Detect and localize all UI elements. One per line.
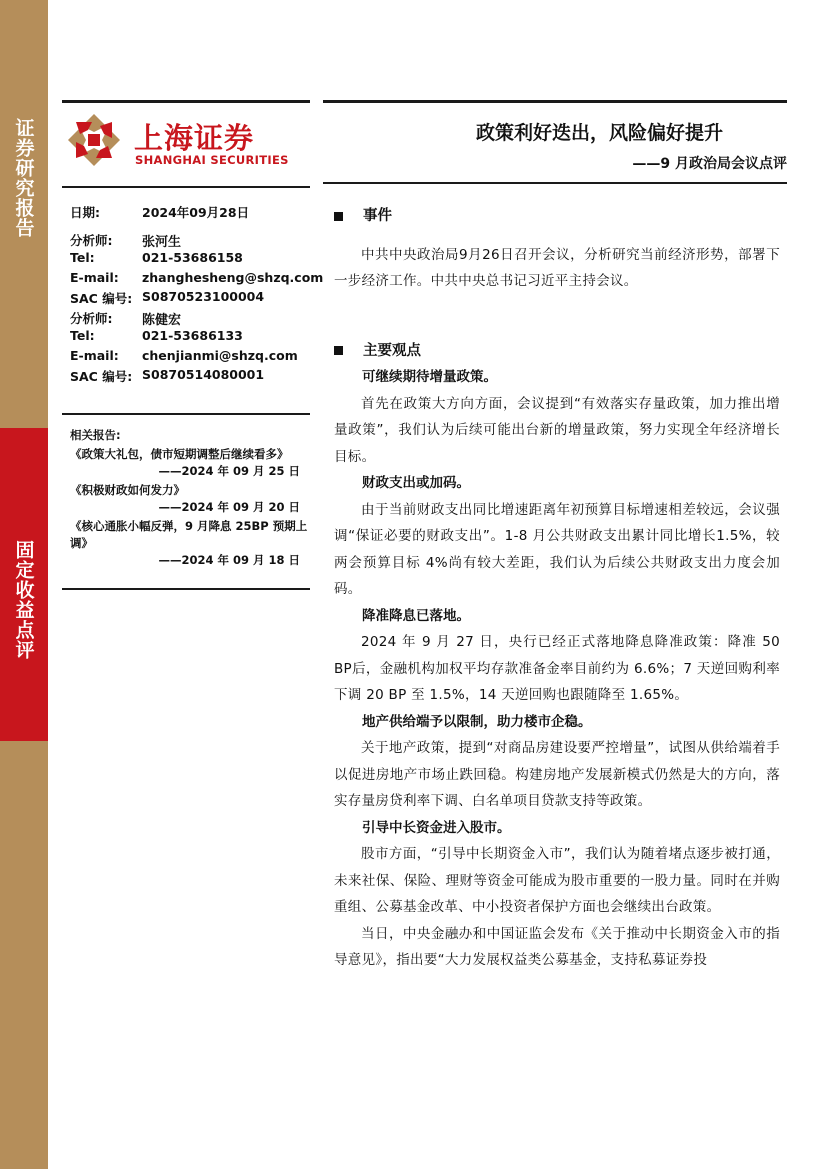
sac-value: S0870523100004 — [142, 289, 265, 304]
related-reports — [70, 427, 320, 571]
sub-heading: 引导中长资金进入股市。 — [362, 819, 511, 836]
sac-label: SAC 编号: — [70, 291, 133, 306]
report-body — [334, 203, 780, 974]
tel-value: 021-53686158 — [142, 250, 243, 265]
related-report-date: ——2024 年 09 月 20 日 — [158, 500, 300, 514]
sub-heading: 财政支出或加码。 — [362, 475, 470, 491]
header-top-rule-left — [62, 100, 310, 103]
report-category-label: 固定收益点评 — [12, 540, 35, 660]
sac-label: SAC 编号: — [70, 369, 133, 384]
section-title: 事件 — [363, 208, 392, 224]
tel-label: Tel: — [70, 328, 95, 343]
related-reports-title: 相关报告: — [70, 428, 121, 442]
sac-row — [70, 289, 318, 309]
shanghai-securities-logo-icon — [66, 112, 122, 168]
body-paragraph: 股市方面，“引导中长期资金入市”，我们认为随着堵点逐步被打通，未来社保、保险、理财等资金可能成为股市重要的一股力量。同时在并购重组、公募基金改革、中小投资者保护方面也会继续出台政策。 — [334, 846, 780, 915]
email-label: E-mail: — [70, 269, 119, 285]
sub-heading: 降准降息已落地。 — [362, 607, 470, 624]
header-bottom-rule-left — [62, 186, 310, 188]
section-heading-event — [334, 203, 780, 230]
body-paragraph: 当日，中央金融办和中国证监会发布《关于推动中长期资金入市的指导意见》，指出要“大力发展权益类公募基金，支持私募证券投 — [334, 925, 780, 968]
analyst-row — [70, 309, 318, 329]
body-paragraph: 关于地产政策，提到“对商品房建设要严控增量”，试图从供给端着手以促进房地产市场止跌回稳。构建房地产发展新模式仍然是大的方向，落实存量房贷利率下调、白名单项目贷款支持等政策。 — [334, 740, 780, 809]
email-row — [70, 348, 318, 368]
report-title: 政策利好迭出，风险偏好提升 — [475, 122, 723, 144]
header-bottom-rule-right — [323, 182, 787, 184]
body-paragraph: 首先在政策大方向方面，会议提到“有效落实存量政策，加力推出增量政策”，我们认为后续可能出台新的增量政策，努力实现全年经济增长目标。 — [334, 395, 780, 465]
sub-heading: 可继续期待增量政策。 — [362, 369, 497, 385]
section-title: 主要观点 — [363, 342, 421, 359]
body-paragraph: 由于当前财政支出同比增速距离年初预算目标增速相差较远，会议强调“保证必要的财政支出”。1-8 月公共财政支出累计同比增长1.5%，较两会预算目标 4%尚有较大差距，我们认为后续公共财政支出力度会加码。 — [334, 501, 780, 597]
related-report-link[interactable]: 《积极财政如何发力》 — [70, 483, 185, 497]
date-row — [70, 203, 318, 223]
tel-label: Tel: — [70, 250, 95, 265]
email-row — [70, 269, 324, 290]
analyst-name: 陈健宏 — [142, 312, 182, 328]
body-paragraph: 中共中央政治局9月26日召开会议，分析研究当前经济形势，部署下一步经济工作。中共中央总书记习近平主持会议。 — [334, 246, 780, 289]
date-value: 2024年09月28日 — [142, 205, 250, 220]
related-divider — [62, 588, 310, 590]
header-top-rule-right — [323, 100, 787, 103]
sac-row — [70, 367, 318, 387]
brand-name-en: SHANGHAI SECURITIES — [135, 153, 289, 167]
tel-value: 021-53686133 — [142, 328, 243, 343]
email-value[interactable]: zhanghesheng@shzq.com — [142, 269, 324, 285]
analyst-role: 分析师: — [70, 232, 113, 248]
meta-divider — [62, 413, 310, 415]
related-report-date: ——2024 年 09 月 18 日 — [158, 553, 300, 567]
analyst-name: 张河生 — [142, 234, 182, 250]
related-report-link[interactable]: 《核心通胀小幅反弹，9 月降息 25BP 预期上调》 — [70, 519, 308, 550]
sac-value: S0870514080001 — [142, 367, 265, 382]
analyst-row — [70, 231, 318, 251]
tel-row — [70, 250, 318, 270]
body-paragraph: 2024 年 9 月 27 日，央行已经正式落地降息降准政策：降准 50 BP后，金融机构加权平均存款准备金率目前约为 6.6%；7 天逆回购利率下调 20 BP 至 1.5%，14 天逆回购也跟随降至 1.65%。 — [334, 634, 780, 703]
date-label: 日期: — [70, 205, 100, 220]
analyst-role: 分析师: — [70, 310, 113, 326]
tel-row — [70, 328, 318, 348]
square-bullet-icon — [334, 212, 343, 221]
sub-heading: 地产供给端予以限制，助力楼市企稳。 — [362, 713, 592, 730]
square-bullet-icon — [334, 346, 343, 355]
section-heading-views — [334, 338, 780, 365]
report-type-label: 证券研究报告 — [12, 118, 35, 238]
email-label: E-mail: — [70, 347, 119, 363]
email-value[interactable]: chenjianmi@shzq.com — [142, 347, 298, 363]
analyst-info — [70, 203, 324, 387]
related-report-link[interactable]: 《政策大礼包，债市短期调整后继续看多》 — [70, 447, 289, 461]
report-subtitle: ——9 月政治局会议点评 — [632, 156, 787, 172]
related-report-date: ——2024 年 09 月 25 日 — [158, 464, 300, 478]
brand-name-cn: 上海证券 — [134, 121, 255, 155]
